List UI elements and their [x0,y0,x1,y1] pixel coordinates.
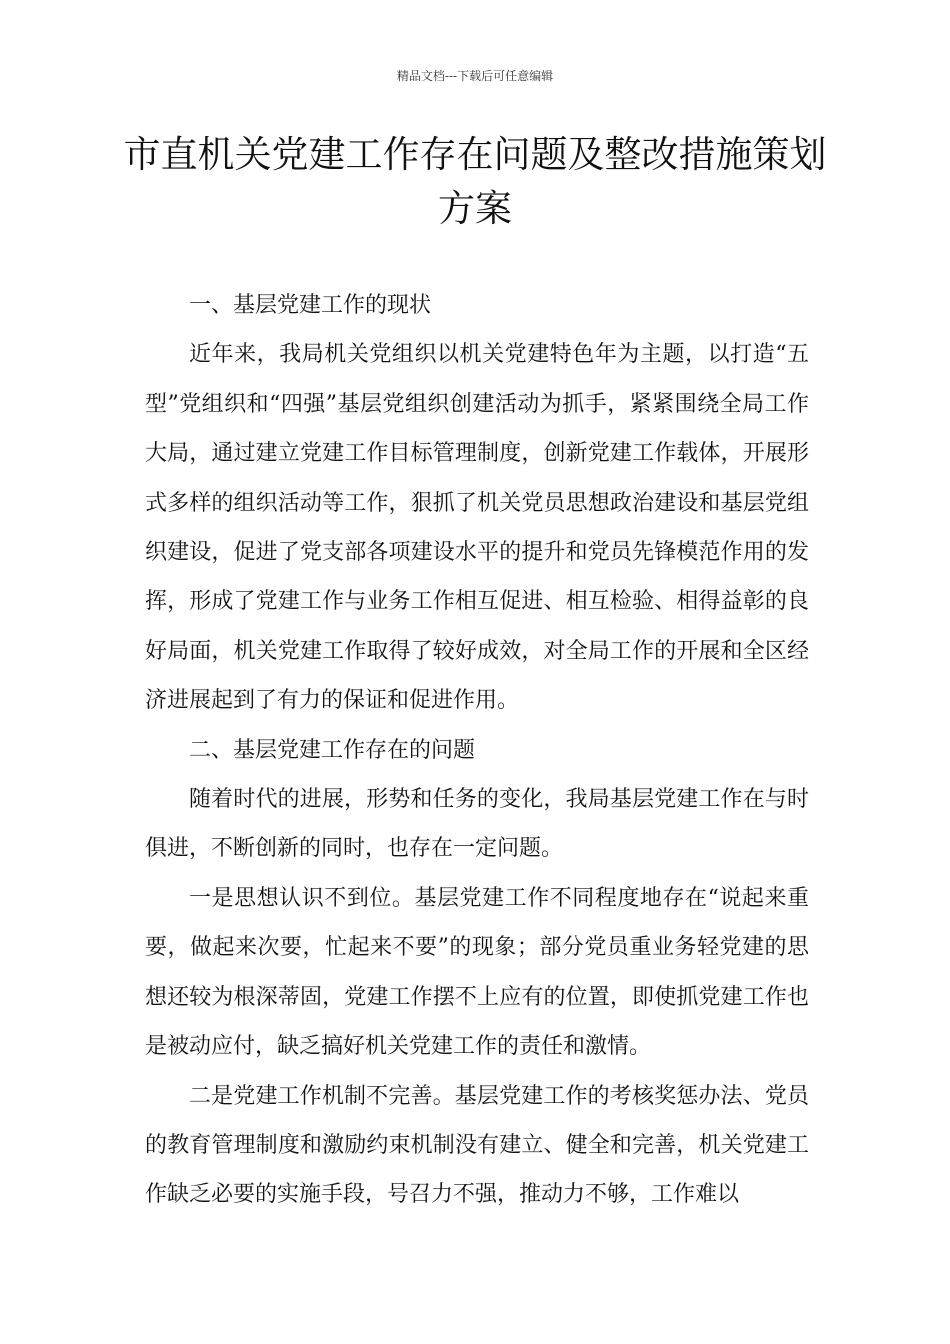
document-title: 市直机关党建工作存在问题及整改措施策划方案 [123,133,827,230]
section-heading-2: 二、基层党建工作存在的问题 [189,737,476,763]
section-heading-1: 一、基层党建工作的现状 [189,293,432,318]
paragraph: 二是党建工作机制不完善。基层党建工作的考核奖惩办法、党员的教育管理制度和激励约束机制没有建立、健全和完善，机关党建工作缺乏必要的实施手段，号召力不强，推动力不够，工作难以 [145,1083,809,1208]
paragraph: 一是思想认识不到位。基层党建工作不同程度地存在“说起来重要，做起来次要，忙起来不要”的现象；部分党员重业务轻党建的思想还较为根深蒂固，党建工作摆不上应有的位置，即使抓党建工作也是被动应付，缺乏搞好机关党建工作的责任和激情。 [145,885,809,1060]
paragraph: 近年来，我局机关党组织以机关党建特色年为主题，以打造“五型”党组织和“四强”基层党组织创建活动为抓手，紧紧围绕全局工作大局，通过建立党建工作目标管理制度，创新党建工作载体，开展形式多样的组织活动等工作，狠抓了机关党员思想政治建设和基层党组织建设，促进了党支部各项建设水平的提升和党员先锋模范作用的发挥，形成了党建工作与业务工作相互促进、相互检验、相得益彰的良好局面，机关党建工作取得了较好成效，对全局工作的开展和全区经济进展起到了有力的保证和促进作用。 [145,342,809,714]
paragraph: 随着时代的进展，形势和任务的变化，我局基层党建工作在与时俱进，不断创新的同时，也存在一定问题。 [145,787,809,862]
document-body [145,281,809,1220]
header-note: 精品文档---下载后可任意编辑 [396,69,554,83]
